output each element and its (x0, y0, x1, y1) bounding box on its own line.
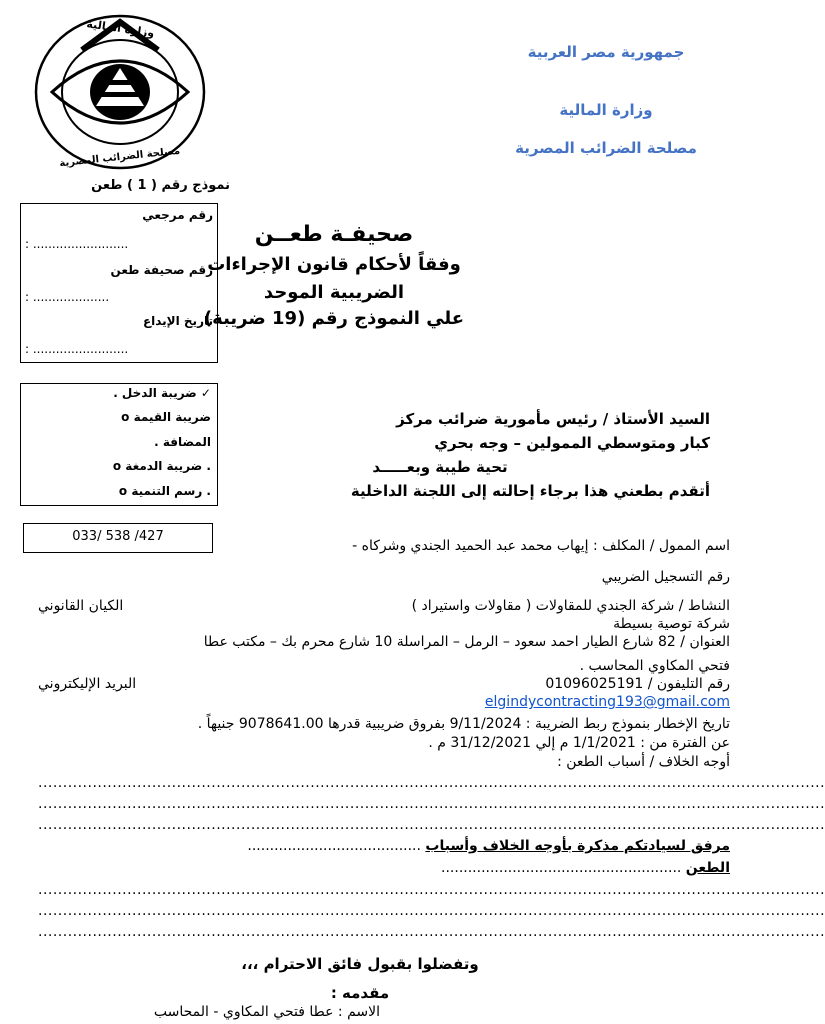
tax-authority-seal (30, 10, 210, 175)
email-label: البريد الإليكتروني (38, 676, 137, 692)
seal-top-text: وزارة المالية (85, 17, 156, 40)
period: عن الفترة من : 1/1/2021 م إلي 31/12/2021 م . (428, 735, 730, 751)
attached-line-2 (30, 860, 730, 876)
ref-number-box: 033/ 538 /427 (23, 523, 213, 553)
attached-dots-2: ...................................................... (441, 860, 682, 876)
greeting: تحية طيبة وبعـــــد (372, 458, 508, 476)
legal-entity-label: الكيان القانوني (38, 598, 124, 614)
tax-type-development[interactable]: o رسم التنمية . (118, 484, 211, 498)
tax-type-box (20, 383, 218, 506)
date-label: تاريخ الإيداع (142, 314, 213, 328)
page-title: صحيفـة طعــن (254, 222, 414, 247)
seal-bottom-text: مصلحة الضرائب المصرية (58, 145, 181, 170)
taxpayer-name: اسم الممول / المكلف : إيهاب محمد عبد الحميد الجندي وشركاه - (352, 538, 730, 554)
dotted-line: ............................................................................................................................................................... (38, 775, 825, 791)
activity: النشاط / شركة الجندي للمقاولات ( مقاولات واستيراد ) (411, 598, 730, 614)
legal-entity-value: شركة توصية بسيطة (613, 616, 730, 632)
ref-dots: : ......................... (25, 237, 129, 251)
dotted-line: ............................................................................................................................................................... (38, 817, 825, 833)
attached-text: مرفق لسيادتكم مذكرة بأوجه الخلاف وأسباب (425, 838, 730, 854)
attached-line (30, 838, 730, 854)
authority-name: مصلحة الضرائب المصرية (515, 139, 697, 157)
ministry-name: وزارة المالية (559, 101, 653, 119)
dotted-line: ............................................................................................................................................................... (38, 903, 825, 919)
subtitle-line-1: وفقاً لأحكام قانون الإجراءات (207, 254, 461, 275)
tax-type-vat[interactable]: o ضريبة القيمة (121, 410, 211, 424)
appeal-dots: : .................... (25, 290, 110, 304)
subtitle-line-3: علي النموذج رقم (19 ضريبة) (203, 308, 465, 329)
tax-type-stamp[interactable]: o ضريبة الدمغة . (112, 459, 211, 473)
address-line-2: فتحي المكاوي المحاسب . (579, 658, 730, 674)
dotted-line: ............................................................................................................................................................... (38, 924, 825, 940)
phone: رقم التليفون / 01096025191 (545, 676, 730, 692)
tax-type-income[interactable]: ✓ ضريبة الدخل . (113, 386, 211, 400)
notice-date: تاريخ الإخطار بنموذج ربط الضريبة : 9/11/2024 بفروق ضريبية قدرها 9078641.00 جنيهاً . (197, 716, 730, 732)
attached-dots: ....................................... (247, 838, 421, 854)
dotted-line: ............................................................................................................................................................... (38, 882, 825, 898)
grounds-label: أوجه الخلاف / أسباب الطعن : (557, 754, 730, 770)
submitter-name: الاسم : عطا فتحي المكاوي - المحاسب (153, 1004, 380, 1020)
subtitle-line-2: الضريبية الموحد (263, 282, 405, 303)
tax-registration-label: رقم التسجيل الضريبي (601, 569, 730, 585)
tax-type-vat-cont: المضافة . (154, 435, 211, 449)
addressee-line-2: كبار ومتوسطي الممولين – وجه بحري (434, 434, 710, 452)
email-address[interactable]: elgindycontracting193@gmail.com (484, 694, 730, 710)
submitted-by: مقدمه : (330, 984, 390, 1002)
country-name: جمهورية مصر العربية (527, 43, 685, 61)
addressee-line-4: أتقدم بطعني هذا برجاء إحالته إلى اللجنة الداخلية (350, 482, 710, 500)
appeal-label: رقم صحيفة طعن (110, 263, 213, 277)
ref-label: رقم مرجعي (142, 208, 213, 222)
dotted-line: ............................................................................................................................................................... (38, 796, 825, 812)
attached-text-2: الطعن (685, 860, 730, 876)
closing: وتفضلوا بقبول فائق الاحترام ،،، (241, 955, 479, 973)
email-link[interactable] (30, 694, 730, 710)
addressee-line-1: السيد الأستاذ / رئيس مأمورية ضرائب مركز (396, 410, 710, 428)
address-line-1: العنوان / 82 شارع الطيار احمد سعود – الرمل – المراسلة 10 شارع محرم بك – مكتب عطا (203, 634, 730, 650)
date-dots: : ......................... (25, 342, 129, 356)
form-number: نموذج رقم ( 1 ) طعن (91, 178, 230, 193)
